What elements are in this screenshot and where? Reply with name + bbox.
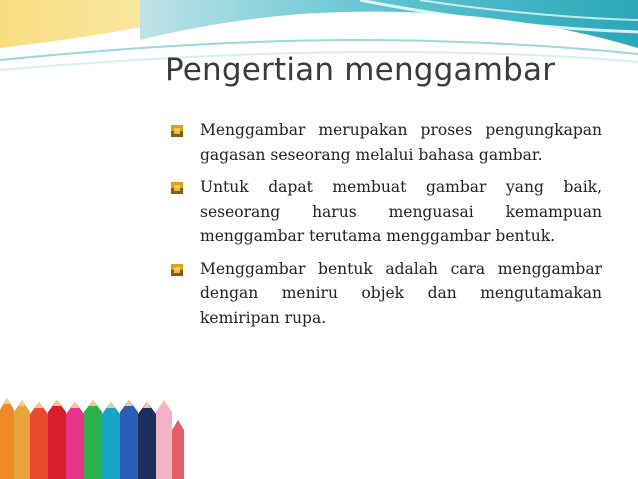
square-bullet-icon	[170, 181, 184, 195]
list-item	[170, 175, 602, 249]
colored-pencils-decoration	[0, 390, 190, 479]
square-bullet-icon	[170, 124, 184, 138]
list-item	[170, 118, 602, 167]
bullet-list	[170, 118, 602, 338]
list-item	[170, 257, 602, 331]
bullet-text: Menggambar bentuk adalah cara menggambar dengan meniru objek dan mengutamakan kemiripan rupa.	[200, 259, 602, 327]
slide-title: Pengertian menggambar	[165, 52, 556, 88]
square-bullet-icon	[170, 263, 184, 277]
bullet-text: Untuk dapat membuat gambar yang baik, seseorang harus menguasai kemampuan menggambar terutama menggambar bentuk.	[200, 178, 602, 245]
bullet-text: Menggambar merupakan proses pengungkapan gagasan seseorang melalui bahasa gambar.	[200, 121, 602, 164]
